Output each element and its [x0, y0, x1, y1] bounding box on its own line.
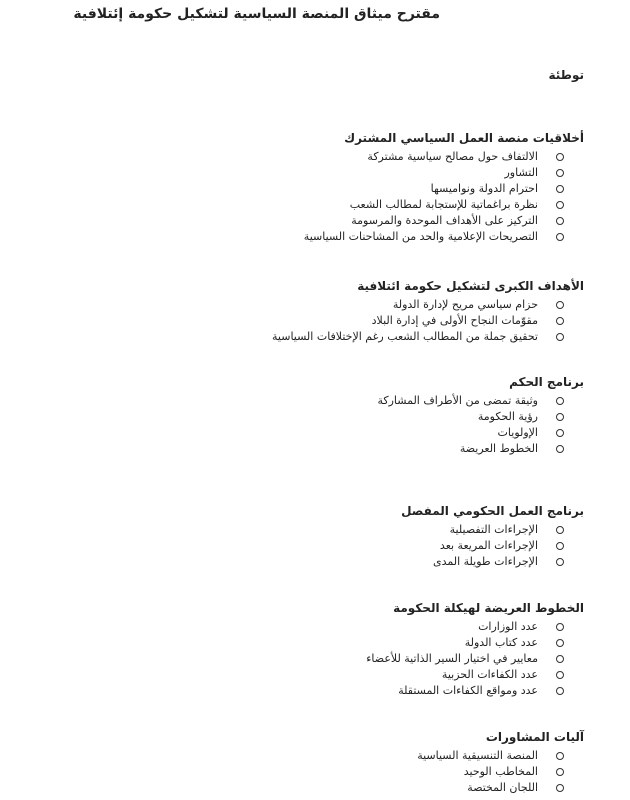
circle-bullet-icon	[556, 217, 564, 225]
section-list	[24, 522, 584, 570]
circle-bullet-icon	[556, 542, 564, 550]
list-item	[24, 329, 584, 345]
list-item-text: اللجان المختصة	[467, 781, 538, 794]
circle-bullet-icon	[556, 784, 564, 792]
list-item-text: المنصة التنسيقية السياسية	[417, 749, 538, 762]
list-item	[24, 229, 584, 245]
list-item-text: عدد ومواقع الكفاءات المستقلة	[398, 684, 538, 697]
circle-bullet-icon	[556, 169, 564, 177]
section-1	[24, 278, 584, 345]
list-item	[24, 748, 584, 764]
list-item-text: عدد كتاب الدولة	[464, 636, 538, 649]
list-item-text: الإجراءات طويلة المدى	[432, 555, 538, 568]
circle-bullet-icon	[556, 201, 564, 209]
circle-bullet-icon	[556, 301, 564, 309]
list-item-text: الخطوط العريضة	[459, 442, 538, 455]
list-item-text: التصريحات الإعلامية والحد من المشاحنات السياسية	[303, 230, 538, 243]
circle-bullet-icon	[556, 153, 564, 161]
circle-bullet-icon	[556, 445, 564, 453]
circle-bullet-icon	[556, 233, 564, 241]
section-heading: الخطوط العريضة لهيكلة الحكومة	[393, 601, 584, 615]
list-item-text: الإولويات	[497, 426, 538, 439]
circle-bullet-icon	[556, 639, 564, 647]
list-item	[24, 213, 584, 229]
section-heading: أخلاقيات منصة العمل السياسي المشترك	[344, 131, 584, 145]
list-item	[24, 538, 584, 554]
list-item-text: احترام الدولة ونواميسها	[430, 182, 538, 195]
document-title: مقترح ميثاق المنصة السياسية لتشكيل حكومة إئتلافية	[73, 6, 440, 22]
list-item-text: وثيقة تمضى من الأطراف المشاركة	[377, 394, 538, 407]
list-item	[24, 554, 584, 570]
circle-bullet-icon	[556, 526, 564, 534]
list-item	[24, 297, 584, 313]
list-item	[24, 393, 584, 409]
section-5	[24, 729, 584, 796]
list-item-text: معايير في اختيار السير الذاتية للأعضاء	[366, 652, 538, 665]
list-item-text: نظرة براغماتية للإستجابة لمطالب الشعب	[349, 198, 538, 211]
list-item-text: التشاور	[504, 166, 538, 179]
circle-bullet-icon	[556, 185, 564, 193]
section-list	[24, 619, 584, 699]
list-item	[24, 619, 584, 635]
circle-bullet-icon	[556, 655, 564, 663]
circle-bullet-icon	[556, 687, 564, 695]
list-item	[24, 780, 584, 796]
circle-bullet-icon	[556, 752, 564, 760]
section-list	[24, 748, 584, 796]
section-heading: برنامج الحكم	[509, 375, 584, 389]
list-item	[24, 165, 584, 181]
list-item-text: الإجراءات المريعة بعد	[439, 539, 538, 552]
list-item	[24, 683, 584, 699]
list-item-text: عدد الوزارات	[478, 620, 538, 633]
list-item	[24, 651, 584, 667]
list-item	[24, 522, 584, 538]
list-item	[24, 667, 584, 683]
list-item-text: عدد الكفاءات الحزبية	[441, 668, 538, 681]
section-4	[24, 600, 584, 699]
section-heading: الأهداف الكبرى لتشكيل حكومة ائتلافية	[357, 279, 584, 293]
section-0	[24, 130, 584, 245]
list-item-text: الالتفاف حول مصالح سياسية مشتركة	[367, 150, 538, 163]
circle-bullet-icon	[556, 623, 564, 631]
circle-bullet-icon	[556, 317, 564, 325]
circle-bullet-icon	[556, 768, 564, 776]
list-item-text: رؤية الحكومة	[477, 410, 538, 423]
section-heading: آليات المشاورات	[485, 730, 584, 744]
section-3	[24, 503, 584, 570]
section-list	[24, 149, 584, 245]
circle-bullet-icon	[556, 413, 564, 421]
list-item	[24, 197, 584, 213]
list-item	[24, 635, 584, 651]
list-item	[24, 425, 584, 441]
section-2	[24, 374, 584, 457]
section-heading: برنامج العمل الحكومي المفصل	[401, 504, 584, 518]
list-item-text: التركيز على الأهداف الموحدة والمرسومة	[351, 214, 538, 227]
circle-bullet-icon	[556, 558, 564, 566]
list-item	[24, 181, 584, 197]
list-item-text: حزام سياسي مريح لإدارة الدولة	[392, 298, 538, 311]
circle-bullet-icon	[556, 397, 564, 405]
intro-heading: توطئة	[548, 68, 584, 82]
list-item-text: مقوّمات النجاح الأولى في إدارة البلاد	[371, 314, 538, 327]
circle-bullet-icon	[556, 429, 564, 437]
section-list	[24, 297, 584, 345]
list-item	[24, 313, 584, 329]
list-item-text: تحقيق جملة من المطالب الشعب رغم الإختلافات السياسية	[272, 330, 538, 343]
list-item	[24, 149, 584, 165]
circle-bullet-icon	[556, 671, 564, 679]
list-item-text: الإجراءات التفصيلية	[449, 523, 538, 536]
list-item	[24, 764, 584, 780]
list-item	[24, 441, 584, 457]
list-item-text: المخاطب الوحيد	[463, 765, 538, 778]
circle-bullet-icon	[556, 333, 564, 341]
list-item	[24, 409, 584, 425]
section-list	[24, 393, 584, 457]
